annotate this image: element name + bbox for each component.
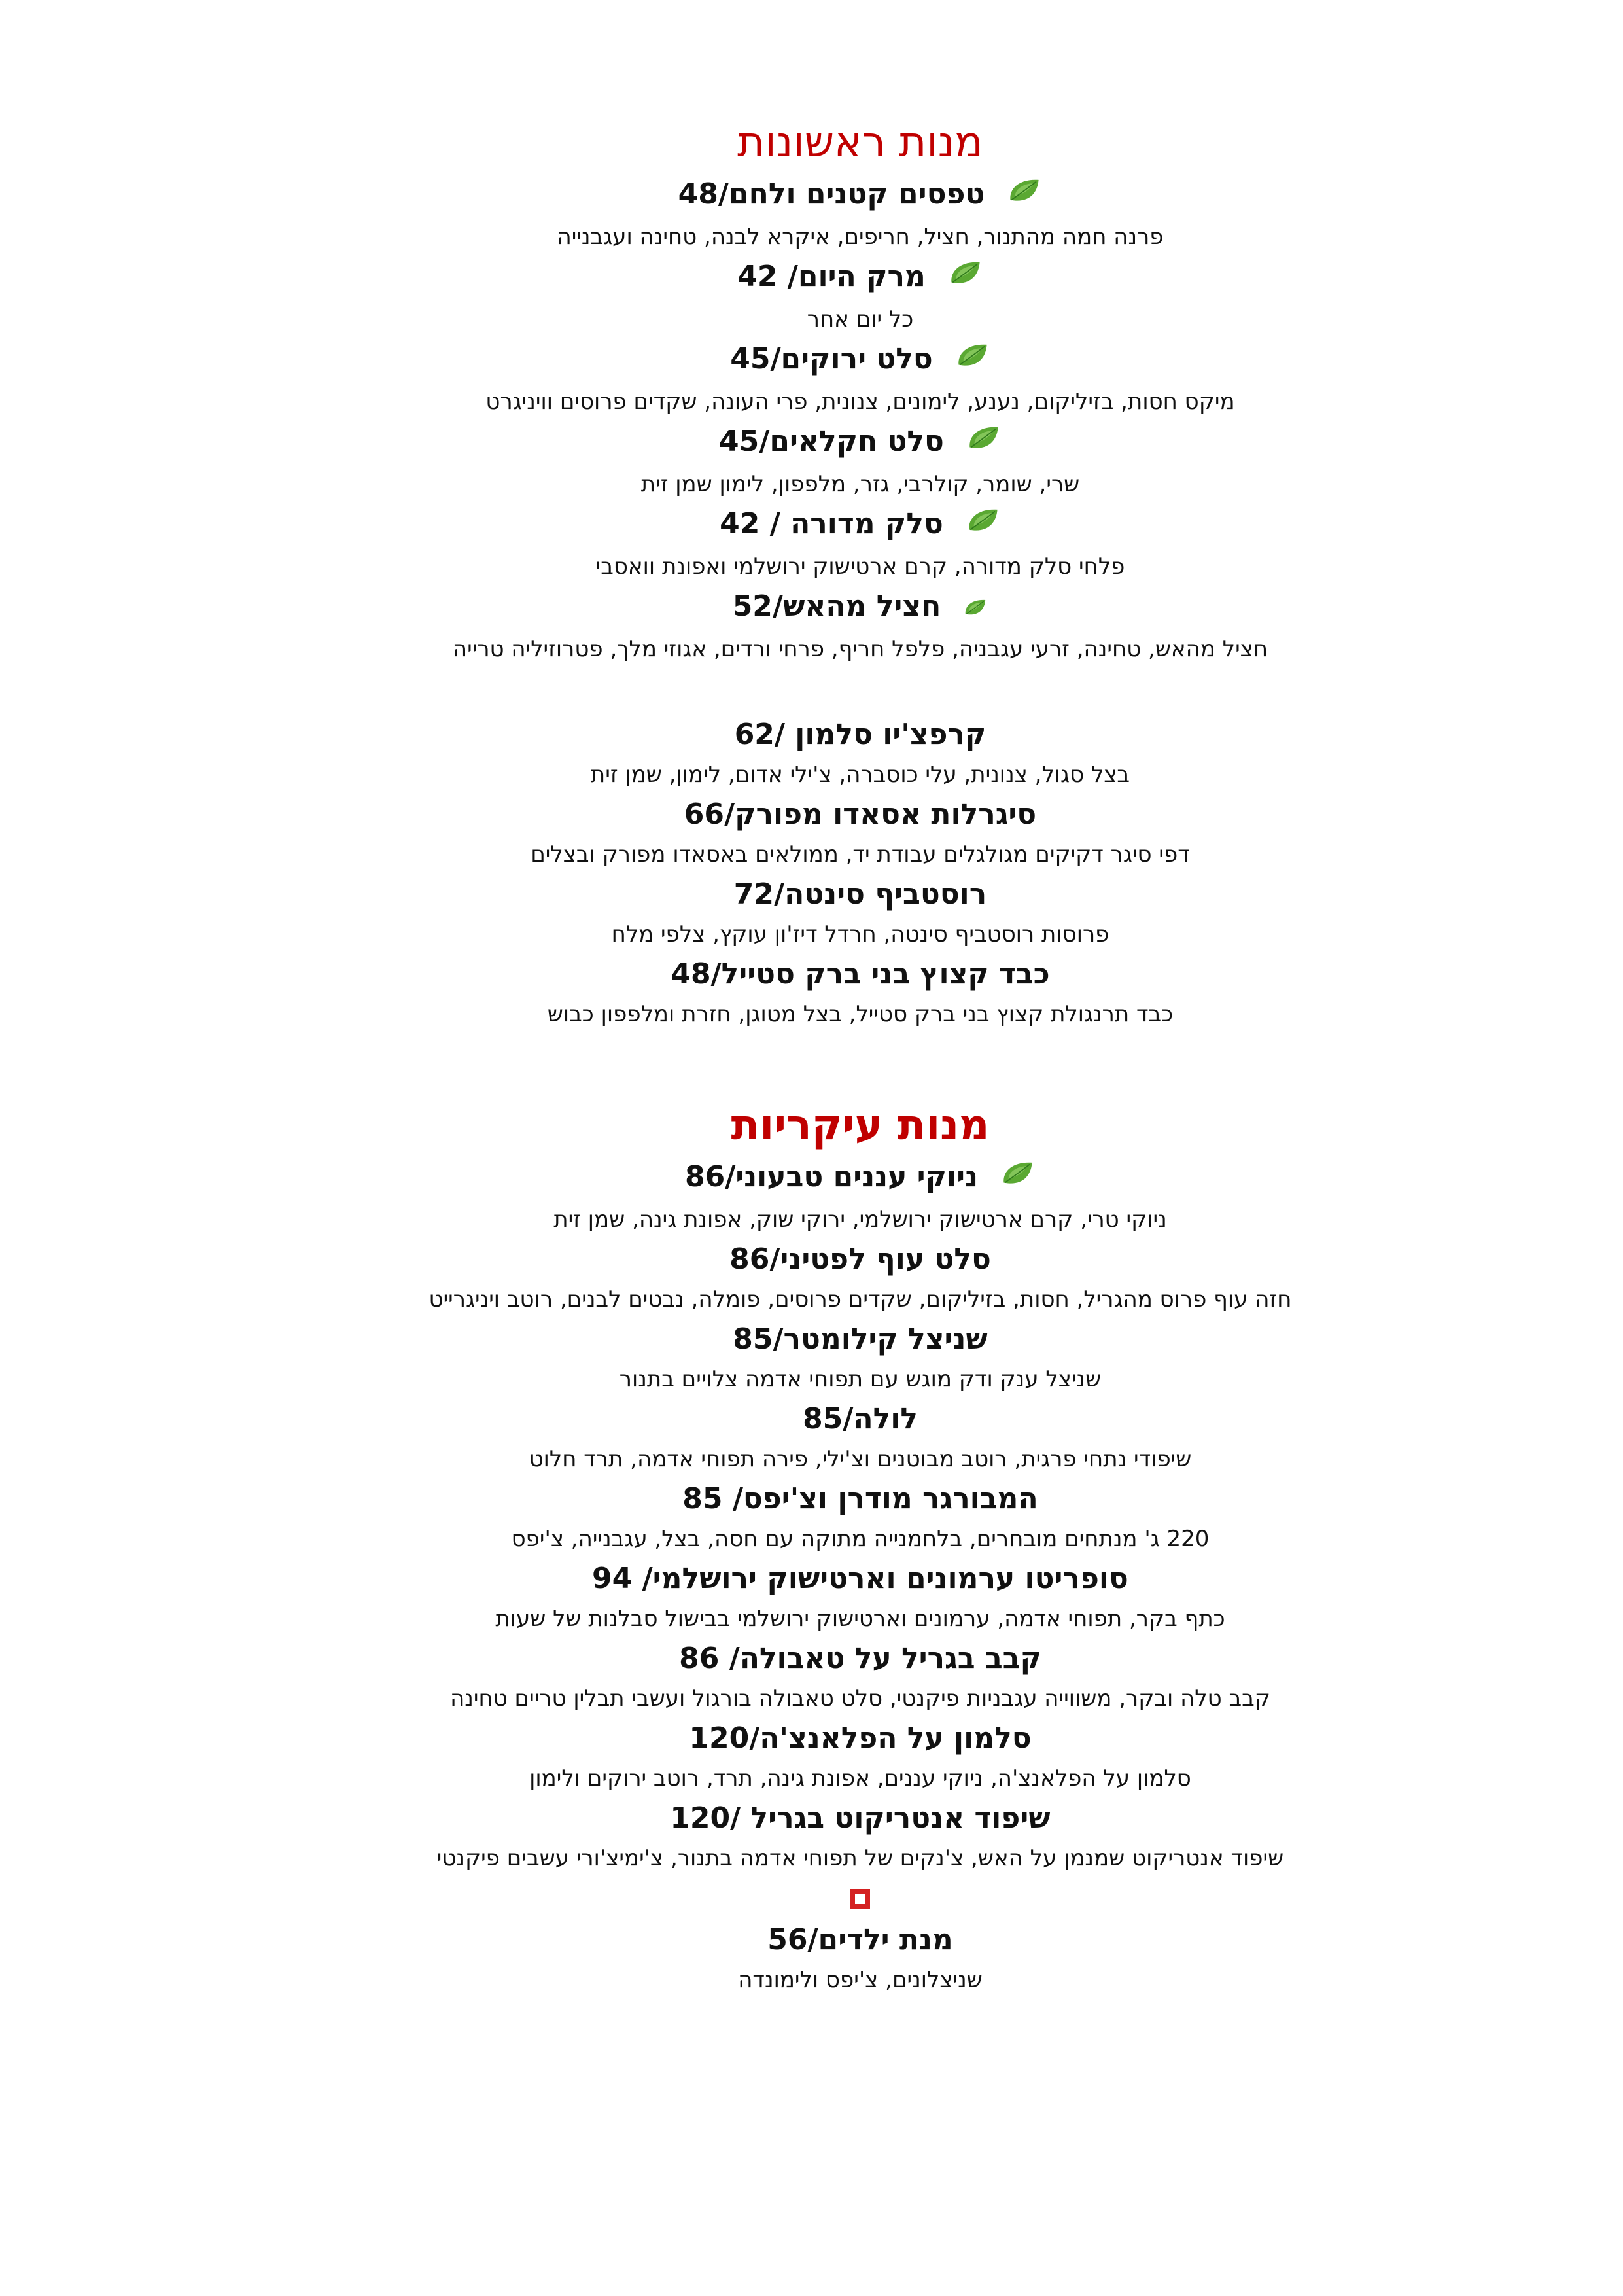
item-description: שיפודי נתחי פרגית, רוטב מבוטנים וצ'ילי, פירה תפוחי אדמה, תרד חלוט xyxy=(529,1446,1192,1472)
section-title-mains: מנות עיקריות xyxy=(731,1101,990,1150)
item-name: רוסטביף סינטה/72 xyxy=(733,877,987,911)
item-description: פרנה חמה מהתנור, חציל, חריפים, איקרא לבנה, טחינה ועגבנייה xyxy=(557,224,1164,250)
item-description: חזה עוף פרוס מהגריל, חסות, בזיליקום, שקדים פרוסים, פומלה, נבטים לבנים, רוטב ויניגרייט xyxy=(428,1286,1292,1313)
item-name: המבורגר מודרן וצ'יפס/ 85 xyxy=(682,1482,1038,1515)
item-name: סלט חקלאים/45 xyxy=(719,425,944,458)
menu-item xyxy=(327,256,1393,339)
item-name: שניצל קילומטר/85 xyxy=(733,1322,988,1356)
item-description: מיקס חסות, בזיליקום, נענע, לימונים, צנונית, פרי העונה, שקדים פרוסים וויניגרט xyxy=(485,389,1235,415)
item-description: כתף בקר, תפוחי אדמה, ערמונים וארטישוק ירושלמי בבישול סבלנות של שעות xyxy=(495,1606,1225,1632)
menu-item xyxy=(327,954,1393,1034)
item-description: בצל סגול, צנונית, עלי כוסברה, צ'ילי אדום, לימון, שמן זית xyxy=(590,762,1130,788)
leaf-icon xyxy=(1007,176,1042,217)
item-description: קבב טלה ובקר, משווייה עגבניות פיקנטי, סלט טאבולה בורגול ועשבי תבלין טריים טחינה xyxy=(450,1686,1270,1712)
item-name: סופריטו ערמונים וארטישוק ירושלמי/ 94 xyxy=(592,1562,1128,1595)
menu-item xyxy=(327,1920,1393,2000)
menu-item xyxy=(327,421,1393,504)
menu-item xyxy=(327,586,1393,669)
item-description: דפי סיגר דקיקים מגולגלים עבודת יד, ממולאים באסאדו מפורק ובצלים xyxy=(531,841,1190,868)
item-name: סלמון על הפלאנצ'ה/120 xyxy=(689,1722,1032,1755)
item-description: שניצל ענק ודק מוגש עם תפוחי אדמה צלויים בתנור xyxy=(619,1366,1102,1392)
item-description: 220 ג' מנתחים מובחרים, בלחמנייה מתוקה עם חסה, בצל, עגבנייה, צ'יפס xyxy=(511,1526,1210,1552)
item-name: קרפצ'יו סלמון /62 xyxy=(734,718,986,751)
item-description: ניוקי טרי, קרם ארטישוק ירושלמי, ירוקי שוק, אפונת גינה, שמן זית xyxy=(553,1207,1167,1233)
menu-item xyxy=(327,174,1393,256)
leaf-icon xyxy=(966,423,1002,465)
item-description: כל יום אחר xyxy=(807,306,914,332)
item-description: חציל מהאש, טחינה, זרעי עגבניה, פלפל חריף, פרחי ורדים, אגוזי מלך, פטרוזיליה טרייה xyxy=(452,636,1268,662)
item-description: פלחי סלק מדורה, קרם ארטישוק ירושלמי ואפונת וואסבי xyxy=(595,554,1125,580)
leaf-icon xyxy=(966,506,1001,547)
leaf-icon xyxy=(955,341,990,382)
item-name: מרק היום/ 42 xyxy=(737,260,926,293)
item-name: קבב בגריל על טאבולה/ 86 xyxy=(679,1642,1041,1675)
menu-item xyxy=(327,1638,1393,1718)
item-name: מנת ילדים/56 xyxy=(767,1923,953,1956)
item-name: סלט ירוקים/45 xyxy=(730,342,933,376)
item-name: טפסים קטנים ולחם/48 xyxy=(678,177,985,211)
square-icon xyxy=(850,1889,870,1909)
menu-item xyxy=(327,1157,1393,1239)
section-title-starters: מנות ראשונות xyxy=(737,118,983,167)
item-name: שיפוד אנטריקוט בגריל /120 xyxy=(670,1801,1051,1835)
menu-item xyxy=(327,1479,1393,1559)
item-description: שניצלונים, צ'יפס ולימונדה xyxy=(738,1967,983,1993)
item-name: חציל מהאש/52 xyxy=(732,590,941,623)
item-name: כבד קצוץ בני ברק סטייל/48 xyxy=(671,957,1050,991)
item-description: שיפוד אנטריקוט שמנמן על האש, צ'נקים של תפוחי אדמה בתנור, צ'ימיצ'ורי עשבים פיקנטי xyxy=(436,1845,1284,1871)
menu-item xyxy=(327,1559,1393,1638)
menu xyxy=(327,111,1393,2000)
menu-item xyxy=(327,1239,1393,1319)
leaf-icon xyxy=(963,589,988,629)
menu-item xyxy=(327,339,1393,421)
menu-item xyxy=(327,1319,1393,1399)
menu-item xyxy=(327,1399,1393,1479)
menu-item xyxy=(327,794,1393,874)
item-description: כבד תרנגולת קצוץ בני ברק סטייל, בצל מטוגן, חזרת ומלפפון כבוש xyxy=(547,1001,1174,1027)
item-description: סלמון על הפלאנצ'ה, ניוקי עננים, אפונת גינה, תרד, רוטב ירוקים ולימון xyxy=(529,1765,1191,1792)
menu-item xyxy=(327,1798,1393,1878)
menu-item xyxy=(327,504,1393,586)
menu-item xyxy=(327,874,1393,954)
leaf-icon xyxy=(948,258,983,300)
item-name: ניוקי עננים טבעוני/86 xyxy=(684,1160,979,1193)
item-name: סלק מדורה / 42 xyxy=(720,507,943,540)
menu-item xyxy=(327,1718,1393,1798)
item-description: פרוסות רוסטביף סינטה, חרדל דיז'ון עוקץ, צלפי מלח xyxy=(611,921,1109,947)
item-name: סלט עוף לפטיני/86 xyxy=(729,1243,991,1276)
item-description: שרי, שומר, קולרבי, גזר, מלפפון, לימון שמן זית xyxy=(640,471,1080,497)
item-name: סיגרלות אסאדו מפורק/66 xyxy=(684,798,1037,831)
menu-item xyxy=(327,715,1393,794)
item-name: לולה/85 xyxy=(803,1402,918,1436)
leaf-icon xyxy=(1000,1159,1036,1200)
